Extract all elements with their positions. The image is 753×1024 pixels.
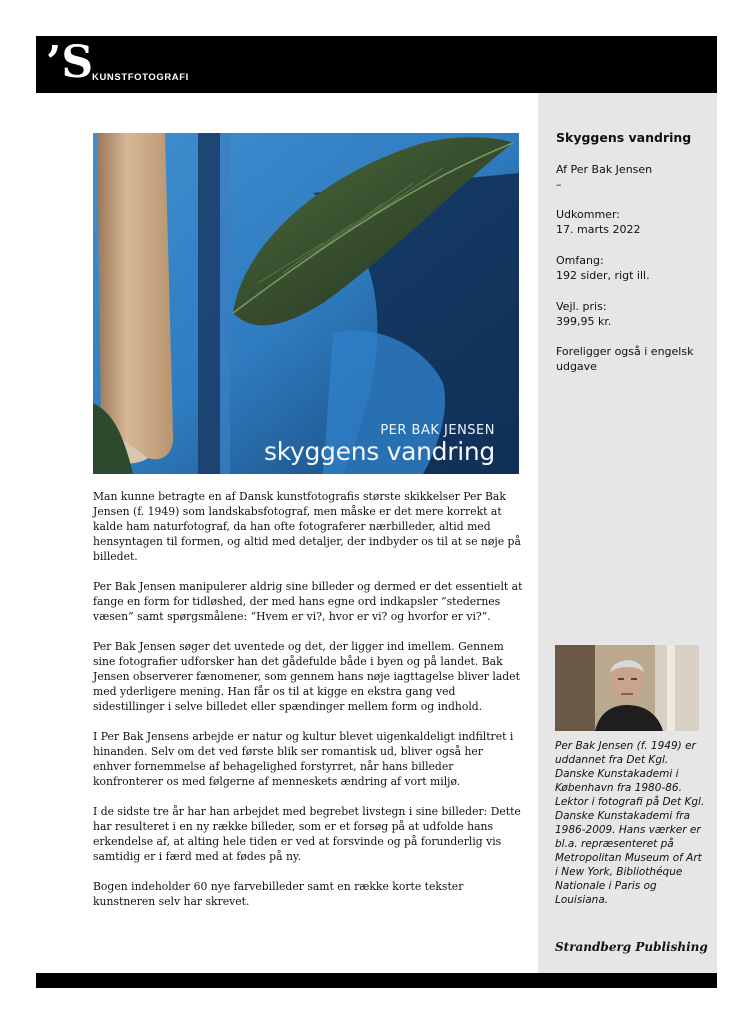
footer-bar bbox=[36, 973, 717, 988]
brand-label: KUNSTFOTOGRAFI bbox=[92, 72, 189, 83]
release-value: 17. marts 2022 bbox=[556, 223, 641, 236]
price-block bbox=[556, 299, 706, 329]
body-paragraph-2: Per Bak Jensen manipulerer aldrig sine billeder og dermed er det essentielt at fange en form for tidløshed, der med hans egne ord indkapsler ”stedernes væsen” samt spørgsmålene: “Hvem er vi?, hvor er vi? og hvorfor er vi?”. bbox=[93, 580, 523, 623]
price-label: Vejl. pris: bbox=[556, 300, 607, 313]
body-text bbox=[93, 489, 523, 924]
portrait-illustration bbox=[555, 645, 699, 731]
cover-title: skyggens vandring bbox=[263, 437, 495, 466]
body-paragraph-3: Per Bak Jensen søger det uventede og det, der ligger ind imellem. Gennem sine fotografier udforsker han det gådefulde både i byen og på landet. Bak Jensen observerer fænomener, som gennem hans nøje iagttagelse bliver ladet med yderligere mening. Han får os til at kigge en ekstra gang ved sidestillinger i selve billedet eller spændinger mellem form og indhold. bbox=[93, 640, 520, 713]
book-cover-image bbox=[93, 133, 519, 474]
author-bio-caption: Per Bak Jensen (f. 1949) er uddannet fra Det Kgl. Danske Kunstakademi i København fra 1980-86. Lektor i fotografi på Det Kgl. Danske Kunstakademi fra 1986-2009. Hans værker er bl.a. repræsenteret på Metropolitan Museum of Art i New York, Bibliothéque Nationale i Paris og Louisiana. bbox=[555, 740, 705, 906]
body-paragraph-4: I Per Bak Jensens arbejde er natur og kultur blevet uigenkaldeligt indfiltret i hinanden. Selv om det ved første blik ser romantisk ud, bliver også her enhver fornemmelse af behagelighed forstyrret, når hans billeder konfronterer os med følgerne af menneskets ændring af vort miljø. bbox=[93, 730, 514, 788]
author-sub: – bbox=[556, 178, 562, 191]
english-edition-note: Foreligger også i engelsk udgave bbox=[556, 345, 694, 373]
release-block bbox=[556, 207, 706, 237]
price-value: 399,95 kr. bbox=[556, 315, 612, 328]
extent-block bbox=[556, 253, 706, 283]
body-paragraph-1: Man kunne betragte en af Dansk kunstfotografis største skikkelser Per Bak Jensen (f. 1949) som landskabsfotograf, men måske er det mere korrekt at kalde ham naturfotograf, da han ofte fotograferer nærbilleder, altid med hensyntagen til formen, og altid med detaljer, der indbyder os til at se nøje på billedet. bbox=[93, 490, 521, 563]
book-title: Skyggens vandring bbox=[556, 130, 692, 145]
cover-author: PER BAK JENSEN bbox=[380, 423, 495, 438]
body-paragraph-6: Bogen indeholder 60 nye farvebilleder samt en række korte tekster kunstneren selv har skrevet. bbox=[93, 880, 464, 908]
publisher-name: Strandberg Publishing bbox=[555, 940, 708, 954]
body-paragraph-5: I de sidste tre år har han arbejdet med begrebet livstegn i sine billeder: Dette har resulteret i en ny række billeder, som er et forsøg på at udfolde hans erkendelse af, at alting hele tiden er ved at forsvinde og på forunderlig vis samtidig er i færd med at fødes på ny. bbox=[93, 805, 521, 863]
author-line: Af Per Bak Jensen bbox=[556, 163, 653, 176]
author-block bbox=[556, 162, 706, 192]
extent-label: Omfang: bbox=[556, 254, 604, 267]
publisher-logo: ’S bbox=[46, 37, 94, 88]
author-portrait bbox=[555, 645, 699, 731]
release-label: Udkommer: bbox=[556, 208, 620, 221]
header-bar bbox=[36, 36, 717, 93]
extent-value: 192 sider, rigt ill. bbox=[556, 269, 650, 282]
